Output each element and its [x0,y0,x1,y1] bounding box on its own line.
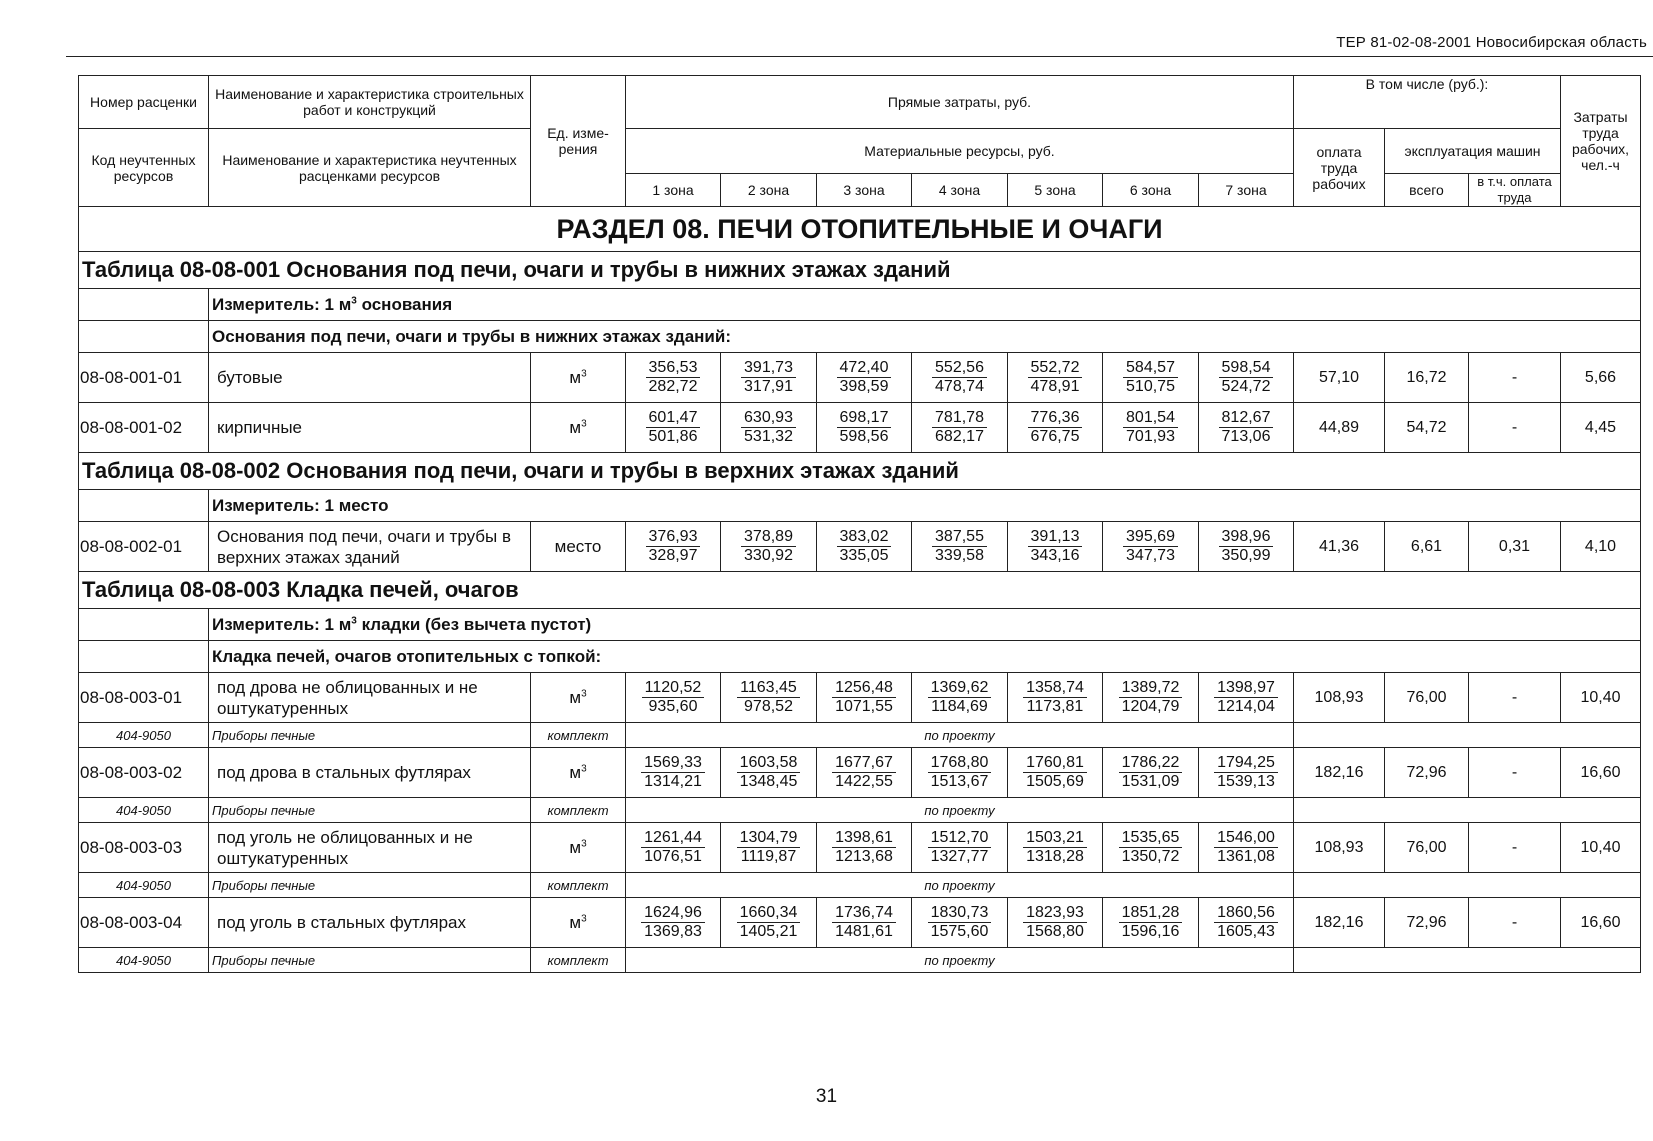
direct-cost: 1163,45 [737,679,800,698]
meter-suffix: кладки (без вычета пустот) [356,614,592,634]
zone-cost-cell [1199,353,1294,403]
unit-superscript: 3 [581,912,587,924]
direct-cost: 1358,74 [1023,679,1087,698]
machines-wage-value: - [1469,748,1561,798]
wage-value: 182,16 [1294,898,1385,948]
material-cost: 1076,51 [644,848,702,865]
material-cost: 1575,60 [930,923,989,940]
resource-name: Приборы печные [209,723,531,748]
subtitle-empty-cell [79,641,209,673]
material-cost: 1214,04 [1217,698,1275,715]
material-cost: 1327,77 [930,848,989,865]
material-cost: 1531,09 [1121,773,1180,790]
direct-cost: 1398,61 [832,829,896,848]
direct-cost: 812,67 [1219,409,1274,428]
material-cost: 531,32 [744,428,793,445]
material-cost: 676,75 [1030,428,1080,445]
zone-cost-cell [1008,823,1103,873]
direct-cost: 391,13 [1028,528,1083,547]
zone-cost-cell [912,823,1008,873]
meter-superscript: 3 [351,614,357,626]
running-head: ТЕР 81-02-08-2001 Новосибирская область [1336,34,1647,51]
resource-note: по проекту [626,723,1294,748]
resource-empty-cell [1294,873,1641,898]
price-table [78,75,1641,973]
zone-cost-cell [817,898,912,948]
header-code-bottom: Код неучтенных ресурсов [79,129,209,207]
header-zone-4: 4 зона [912,174,1008,207]
direct-cost: 1660,34 [737,904,801,923]
header-direct-costs: Прямые затраты, руб. [626,76,1294,129]
zone-cost-cell [721,823,817,873]
material-cost: 1350,72 [1121,848,1180,865]
rate-code: 08-08-002-01 [79,522,209,572]
header-materials: Материальные ресурсы, руб. [626,129,1294,174]
material-cost: 598,56 [839,428,889,445]
wage-value: 44,89 [1294,403,1385,453]
material-cost: 339,58 [935,547,984,564]
material-cost: 524,72 [1221,378,1271,395]
machines-wage-value: - [1469,898,1561,948]
material-cost: 1596,16 [1121,923,1180,940]
unit-text: м [569,762,582,782]
material-cost: 1422,55 [835,773,893,790]
zone-cost-cell [721,898,817,948]
direct-cost: 387,55 [932,528,987,547]
material-cost: 1213,68 [835,848,893,865]
material-cost: 1361,08 [1217,848,1275,865]
direct-cost: 598,54 [1219,359,1274,378]
machines-wage-value: - [1469,823,1561,873]
header-zone-6: 6 зона [1103,174,1199,207]
direct-cost: 1760,81 [1023,754,1087,773]
zone-cost-cell [1103,898,1199,948]
unit-superscript: 3 [581,687,587,699]
direct-cost: 1569,33 [641,754,705,773]
wage-value: 41,36 [1294,522,1385,572]
zone-cost-cell [912,522,1008,572]
material-cost: 330,92 [744,547,793,564]
machines-wage-value: - [1469,353,1561,403]
zone-cost-cell [1199,823,1294,873]
zone-cost-cell [1199,403,1294,453]
header-name-top: Наименование и характеристика строительных работ и конструкций [209,76,531,129]
direct-cost: 1261,44 [641,829,705,848]
material-cost: 1481,61 [835,923,893,940]
zone-cost-cell [912,673,1008,723]
material-cost: 1505,69 [1026,773,1084,790]
direct-cost: 1120,52 [642,679,705,698]
rate-code: 08-08-001-01 [79,353,209,403]
direct-cost: 1624,96 [641,904,705,923]
material-cost: 501,86 [648,428,698,445]
rate-code: 08-08-003-04 [79,898,209,948]
rate-name: кирпичные [209,403,531,453]
rate-code: 08-08-003-02 [79,748,209,798]
machines-wage-value: 0,31 [1469,522,1561,572]
header-labor: Затраты труда рабочих, чел.-ч [1561,76,1641,207]
direct-cost: 698,17 [837,409,892,428]
machines-total-value: 76,00 [1385,673,1469,723]
labor-value: 4,45 [1561,403,1641,453]
meter-superscript: 3 [351,294,357,306]
resource-unit: комплект [531,723,626,748]
direct-cost: 601,47 [646,409,701,428]
material-cost: 701,93 [1126,428,1175,445]
resource-name: Приборы печные [209,873,531,898]
direct-cost: 378,89 [741,528,796,547]
material-cost: 978,52 [744,698,793,715]
direct-cost: 376,93 [646,528,701,547]
header-unit: Ед. изме-рения [531,76,626,207]
group-subtitle: Кладка печей, очагов отопительных с топкой: [209,641,1641,673]
direct-cost: 1794,25 [1214,754,1278,773]
group-subtitle: Основания под печи, очаги и трубы в нижних этажах зданий: [209,321,1641,353]
header-code-top: Номер расценки [79,76,209,129]
zone-cost-cell [912,748,1008,798]
material-cost: 1539,13 [1217,773,1275,790]
direct-cost: 1603,58 [737,754,801,773]
header-machines: эксплуатация машин [1385,129,1561,174]
direct-cost: 1369,62 [928,679,992,698]
material-cost: 317,91 [744,378,793,395]
header-including: В том числе (руб.): [1294,76,1561,129]
resource-note: по проекту [626,798,1294,823]
direct-cost: 1389,72 [1119,679,1183,698]
direct-cost: 1830,73 [928,904,992,923]
rate-code: 08-08-001-02 [79,403,209,453]
zone-cost-cell [817,673,912,723]
machines-total-value: 16,72 [1385,353,1469,403]
zone-cost-cell [912,898,1008,948]
zone-cost-cell [1199,522,1294,572]
meter-prefix: Измеритель: 1 место [212,495,389,515]
zone-cost-cell [1008,522,1103,572]
zone-cost-cell [817,823,912,873]
zone-cost-cell [626,748,721,798]
direct-cost: 1768,80 [928,754,992,773]
zone-cost-cell [1008,403,1103,453]
rate-name: под уголь в стальных футлярах [209,898,531,948]
material-cost: 1318,28 [1026,848,1084,865]
material-cost: 1071,55 [835,698,893,715]
material-cost: 1119,87 [740,848,797,865]
resource-unit: комплект [531,798,626,823]
direct-cost: 472,40 [837,359,892,378]
page-number: 31 [815,1086,838,1107]
rate-name: под дрова не облицованных и не оштукатуренных [209,673,531,723]
direct-cost: 391,73 [741,359,796,378]
material-cost: 282,72 [648,378,698,395]
material-cost: 1348,45 [739,773,798,790]
zone-cost-cell [1199,748,1294,798]
zone-cost-cell [626,353,721,403]
zone-cost-cell [1008,898,1103,948]
direct-cost: 1398,97 [1214,679,1278,698]
resource-empty-cell [1294,723,1641,748]
material-cost: 335,05 [839,547,889,564]
machines-total-value: 72,96 [1385,898,1469,948]
meter-prefix: Измеритель: 1 м [212,294,352,314]
material-cost: 1204,79 [1121,698,1180,715]
direct-cost: 1512,70 [928,829,992,848]
direct-cost: 781,78 [932,409,987,428]
direct-cost: 630,93 [741,409,796,428]
resource-code: 404-9050 [79,948,209,973]
rate-unit [531,898,626,948]
header-machines-wage: в т.ч. оплата труда [1469,174,1561,207]
material-cost: 1369,83 [644,923,702,940]
machines-total-value: 54,72 [1385,403,1469,453]
zone-cost-cell [1008,748,1103,798]
machines-wage-value: - [1469,403,1561,453]
direct-cost: 552,56 [932,359,987,378]
rate-code: 08-08-003-03 [79,823,209,873]
meter-empty-cell [79,490,209,522]
direct-cost: 801,54 [1123,409,1178,428]
direct-cost: 1546,00 [1214,829,1278,848]
zone-cost-cell [817,748,912,798]
zone-cost-cell [1103,673,1199,723]
unit-text: м [569,687,582,707]
rate-unit [531,522,626,572]
direct-cost: 584,57 [1123,359,1178,378]
unit-superscript: 3 [581,837,587,849]
zone-cost-cell [1103,522,1199,572]
direct-cost: 1736,74 [832,904,896,923]
direct-cost: 1860,56 [1214,904,1278,923]
machines-total-value: 76,00 [1385,823,1469,873]
zone-cost-cell [817,353,912,403]
unit-text: м [569,417,582,437]
header-zone-5: 5 зона [1008,174,1103,207]
rate-unit [531,748,626,798]
meter-label [209,609,1641,641]
material-cost: 328,97 [648,547,698,564]
rate-name: Основания под печи, очаги и трубы в верхних этажах зданий [209,522,531,572]
labor-value: 4,10 [1561,522,1641,572]
header-zone-3: 3 зона [817,174,912,207]
table-title: Таблица 08-08-002 Основания под печи, очаги и трубы в верхних этажах зданий [79,453,1641,490]
direct-cost: 356,53 [646,359,701,378]
direct-cost: 398,96 [1219,528,1274,547]
direct-cost: 1256,48 [832,679,896,698]
resource-unit: комплект [531,948,626,973]
material-cost: 478,74 [935,378,984,395]
resource-empty-cell [1294,798,1641,823]
material-cost: 1173,81 [1026,698,1084,715]
material-cost: 682,17 [935,428,984,445]
zone-cost-cell [1103,748,1199,798]
zone-cost-cell [1008,353,1103,403]
wage-value: 57,10 [1294,353,1385,403]
material-cost: 1314,21 [644,773,702,790]
direct-cost: 1677,67 [832,754,896,773]
header-zone-2: 2 зона [721,174,817,207]
resource-unit: комплект [531,873,626,898]
resource-note: по проекту [626,948,1294,973]
rate-name: под дрова в стальных футлярах [209,748,531,798]
direct-cost: 1823,93 [1023,904,1087,923]
direct-cost: 1503,21 [1023,829,1087,848]
direct-cost: 1786,22 [1119,754,1183,773]
resource-name: Приборы печные [209,798,531,823]
material-cost: 935,60 [648,698,698,715]
subtitle-empty-cell [79,321,209,353]
material-cost: 510,75 [1126,378,1175,395]
zone-cost-cell [721,522,817,572]
meter-prefix: Измеритель: 1 м [212,614,352,634]
zone-cost-cell [626,898,721,948]
direct-cost: 1535,65 [1119,829,1183,848]
material-cost: 1184,69 [931,698,988,715]
labor-value: 10,40 [1561,823,1641,873]
rate-unit [531,823,626,873]
material-cost: 713,06 [1221,428,1271,445]
rate-name: под уголь не облицованных и не оштукатуренных [209,823,531,873]
header-wage: оплата труда рабочих [1294,129,1385,207]
wage-value: 182,16 [1294,748,1385,798]
machines-total-value: 72,96 [1385,748,1469,798]
direct-cost: 383,02 [837,528,892,547]
material-cost: 478,91 [1030,378,1080,395]
table-title: Таблица 08-08-001 Основания под печи, очаги и трубы в нижних этажах зданий [79,252,1641,289]
zone-cost-cell [1008,673,1103,723]
header-rule [66,56,1653,57]
labor-value: 16,60 [1561,748,1641,798]
material-cost: 347,73 [1126,547,1175,564]
machines-total-value: 6,61 [1385,522,1469,572]
table-title: Таблица 08-08-003 Кладка печей, очагов [79,572,1641,609]
direct-cost: 776,36 [1028,409,1083,428]
zone-cost-cell [1199,898,1294,948]
rate-unit [531,353,626,403]
header-name-bottom: Наименование и характеристика неучтенных расценками ресурсов [209,129,531,207]
resource-empty-cell [1294,948,1641,973]
material-cost: 343,16 [1030,547,1080,564]
resource-code: 404-9050 [79,723,209,748]
meter-empty-cell [79,609,209,641]
zone-cost-cell [1103,823,1199,873]
wage-value: 108,93 [1294,673,1385,723]
meter-suffix: основания [356,294,453,314]
material-cost: 1568,80 [1026,923,1084,940]
direct-cost: 1851,28 [1119,904,1183,923]
material-cost: 350,99 [1221,547,1271,564]
zone-cost-cell [626,823,721,873]
header-zone-7: 7 зона [1199,174,1294,207]
zone-cost-cell [721,403,817,453]
zone-cost-cell [721,673,817,723]
meter-label [209,490,1641,522]
labor-value: 5,66 [1561,353,1641,403]
rate-code: 08-08-003-01 [79,673,209,723]
wage-value: 108,93 [1294,823,1385,873]
unit-text: м [569,912,582,932]
zone-cost-cell [1103,403,1199,453]
labor-value: 10,40 [1561,673,1641,723]
header-machines-total: всего [1385,174,1469,207]
zone-cost-cell [1199,673,1294,723]
rate-name: бутовые [209,353,531,403]
zone-cost-cell [721,353,817,403]
section-title: РАЗДЕЛ 08. ПЕЧИ ОТОПИТЕЛЬНЫЕ И ОЧАГИ [79,207,1641,252]
resource-name: Приборы печные [209,948,531,973]
zone-cost-cell [626,522,721,572]
rate-unit [531,673,626,723]
zone-cost-cell [721,748,817,798]
zone-cost-cell [1103,353,1199,403]
rate-unit [531,403,626,453]
unit-text: м [569,367,582,387]
zone-cost-cell [626,403,721,453]
material-cost: 398,59 [839,378,889,395]
zone-cost-cell [912,403,1008,453]
resource-code: 404-9050 [79,873,209,898]
zone-cost-cell [817,522,912,572]
header-zone-1: 1 зона [626,174,721,207]
material-cost: 1405,21 [739,923,798,940]
machines-wage-value: - [1469,673,1561,723]
direct-cost: 552,72 [1028,359,1083,378]
unit-text: место [554,536,602,556]
labor-value: 16,60 [1561,898,1641,948]
unit-text: м [569,837,582,857]
zone-cost-cell [912,353,1008,403]
material-cost: 1605,43 [1217,923,1275,940]
unit-superscript: 3 [581,367,587,379]
direct-cost: 395,69 [1123,528,1178,547]
resource-code: 404-9050 [79,798,209,823]
unit-superscript: 3 [581,417,587,429]
meter-empty-cell [79,289,209,321]
unit-superscript: 3 [581,762,587,774]
direct-cost: 1304,79 [737,829,801,848]
material-cost: 1513,67 [930,773,989,790]
meter-label [209,289,1641,321]
zone-cost-cell [817,403,912,453]
zone-cost-cell [626,673,721,723]
resource-note: по проекту [626,873,1294,898]
